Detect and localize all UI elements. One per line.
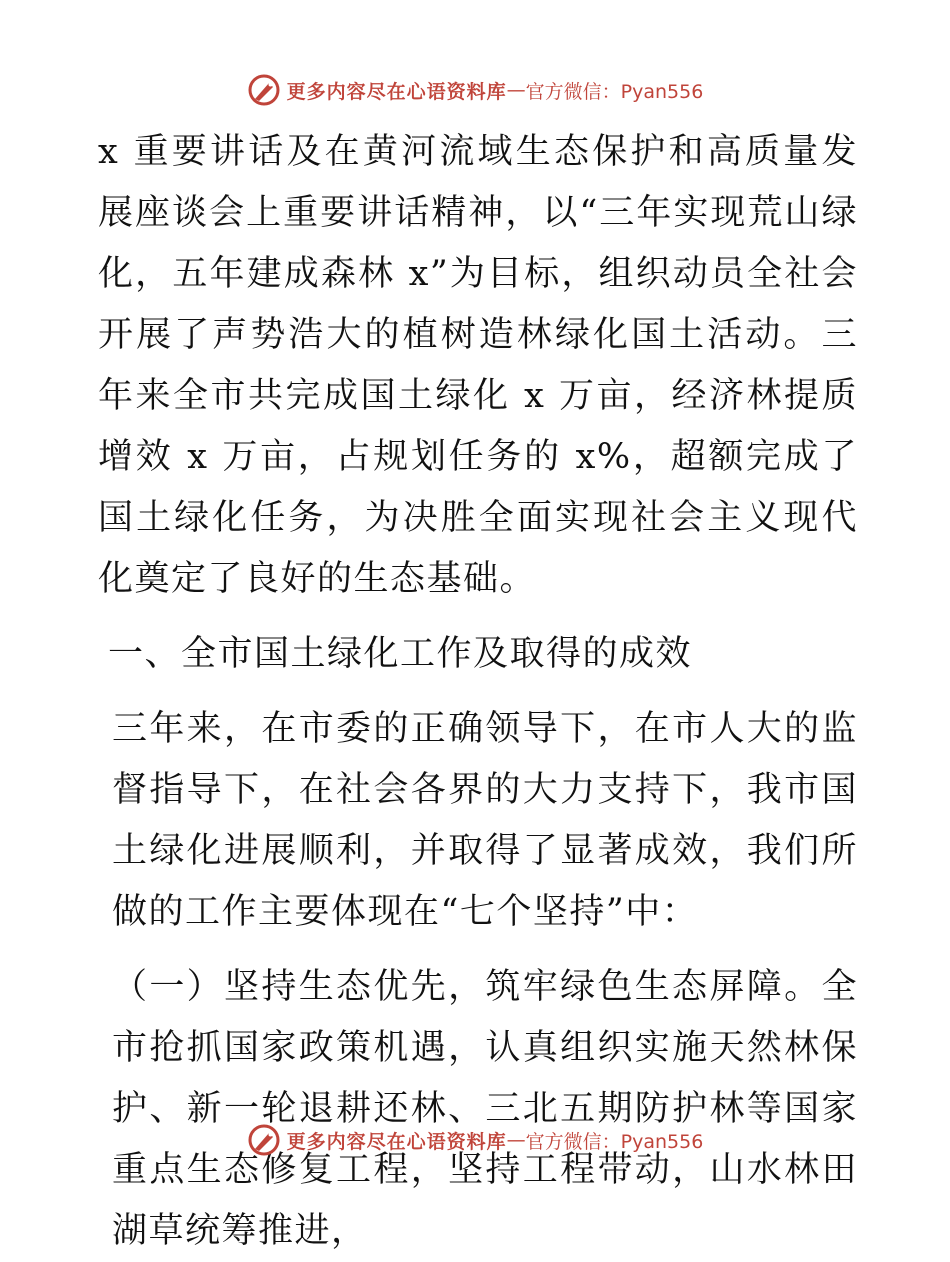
document-body <box>98 122 858 1262</box>
body-paragraph-3: （一）坚持生态优先，筑牢绿色生态屏障。全市抢抓国家政策机遇，认真组织实施天然林保护、新一轮退耕还林、三北五期防护林等国家重点生态修复工程，坚持工程带动，山水林田湖草统筹推进， <box>112 967 858 1251</box>
pen-nib-logo-icon <box>247 73 281 107</box>
body-paragraph-1: x 重要讲话及在黄河流域生态保护和高质量发展座谈会上重要讲话精神，以“三年实现荒山绿化，五年建成森林 x”为目标，组织动员全社会开展了声势浩大的植树造林绿化国土活动。三年来全市共完成国土绿化 x 万亩，经济林提质增效 x 万亩，占规划任务的 x%，超额完成了国土绿化任务，为决胜全面实现社会主义现代化奠定了良好的生态基础。 <box>98 132 858 599</box>
body-paragraph-2: 三年来，在市委的正确领导下，在市人大的监督指导下，在社会各界的大力支持下，我市国土绿化进展顺利，并取得了显著成效，我们所做的工作主要体现在“七个坚持”中： <box>112 709 858 932</box>
banner-title: 更多内容尽在心语资料库 <box>286 80 507 103</box>
header-watermark-banner <box>0 70 950 110</box>
banner-separator: — <box>506 79 526 101</box>
banner-title: 更多内容尽在心语资料库 <box>286 1130 507 1153</box>
pen-nib-logo-icon <box>247 1123 281 1157</box>
banner-wechat: 官方微信：Pyan556 <box>525 1130 704 1153</box>
section-heading-1: 一、全市国土绿化工作及取得的成效 <box>108 634 693 674</box>
banner-wechat: 官方微信：Pyan556 <box>525 80 704 103</box>
banner-separator: — <box>506 1129 526 1151</box>
footer-watermark-banner <box>0 1120 950 1160</box>
